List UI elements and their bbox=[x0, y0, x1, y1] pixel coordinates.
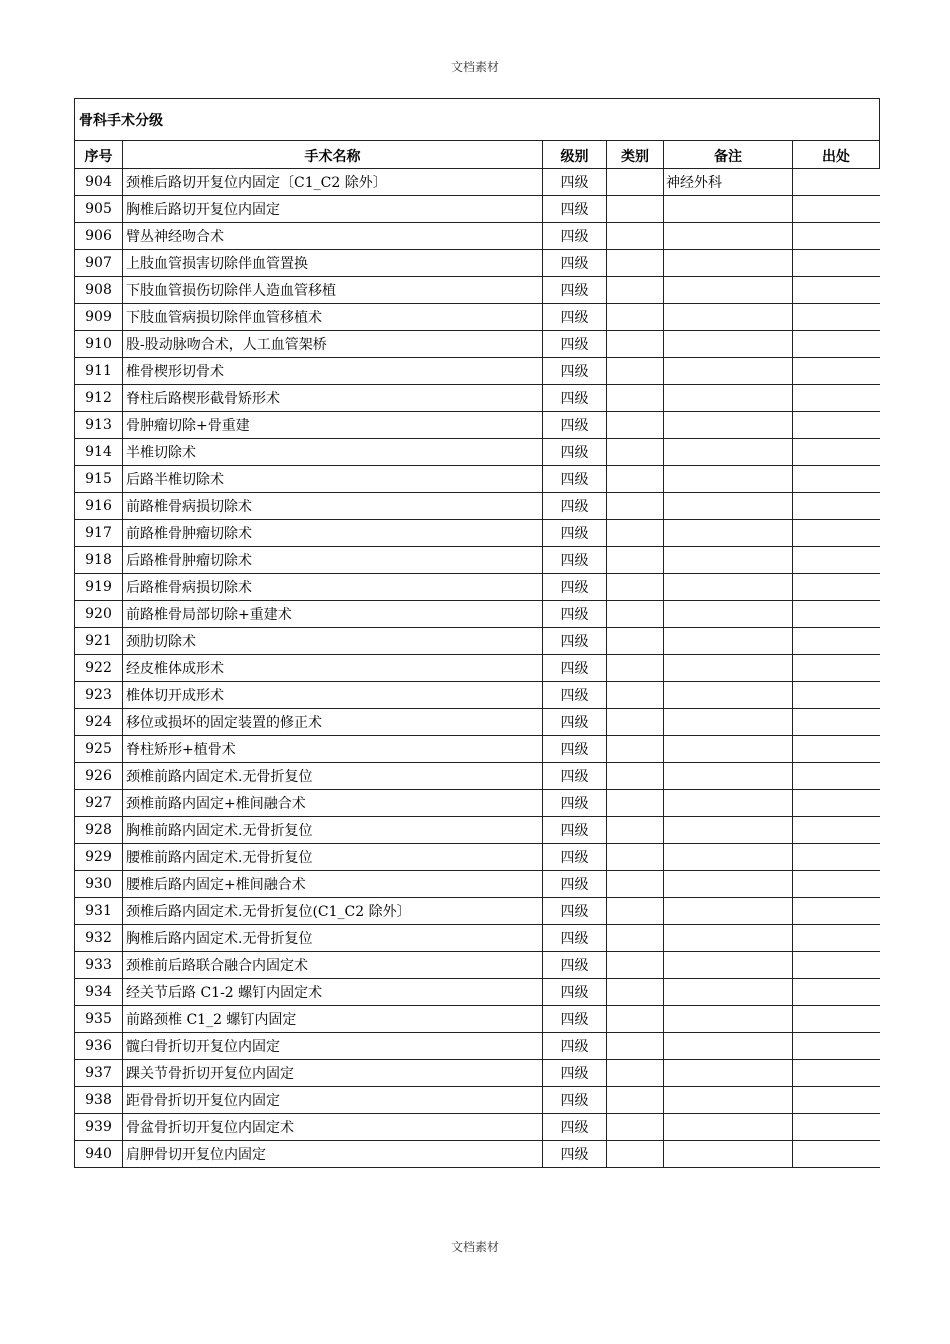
row-seq: 932 bbox=[75, 925, 123, 952]
row-surgery-name: 后路椎骨病损切除术 bbox=[123, 574, 543, 601]
row-seq: 905 bbox=[75, 196, 123, 223]
row-surgery-name: 颈肋切除术 bbox=[123, 628, 543, 655]
row-surgery-name: 肩胛骨切开复位内固定 bbox=[123, 1141, 543, 1168]
row-level: 四级 bbox=[543, 277, 607, 304]
table-row bbox=[75, 817, 880, 844]
row-surgery-name: 腰椎前路内固定术.无骨折复位 bbox=[123, 844, 543, 871]
row-category bbox=[607, 1006, 664, 1033]
row-category bbox=[607, 925, 664, 952]
row-category bbox=[607, 844, 664, 871]
row-category bbox=[607, 898, 664, 925]
row-source bbox=[793, 250, 880, 277]
table-row bbox=[75, 1141, 880, 1168]
table-row bbox=[75, 763, 880, 790]
row-level: 四级 bbox=[543, 655, 607, 682]
row-note: 神经外科 bbox=[664, 169, 793, 196]
row-category bbox=[607, 1060, 664, 1087]
row-note bbox=[664, 520, 793, 547]
row-note bbox=[664, 736, 793, 763]
row-surgery-name: 脊柱后路楔形截骨矫形术 bbox=[123, 385, 543, 412]
row-note bbox=[664, 1114, 793, 1141]
row-surgery-name: 颈椎前后路联合融合内固定术 bbox=[123, 952, 543, 979]
row-level: 四级 bbox=[543, 520, 607, 547]
row-level: 四级 bbox=[543, 601, 607, 628]
table-body bbox=[75, 169, 880, 1168]
row-source bbox=[793, 358, 880, 385]
table-row bbox=[75, 439, 880, 466]
row-note bbox=[664, 871, 793, 898]
column-header-category: 类别 bbox=[607, 141, 664, 169]
row-note bbox=[664, 628, 793, 655]
table-row bbox=[75, 547, 880, 574]
row-source bbox=[793, 709, 880, 736]
row-source bbox=[793, 763, 880, 790]
row-seq: 936 bbox=[75, 1033, 123, 1060]
row-seq: 919 bbox=[75, 574, 123, 601]
row-note bbox=[664, 547, 793, 574]
table-row bbox=[75, 493, 880, 520]
table-row bbox=[75, 790, 880, 817]
row-seq: 938 bbox=[75, 1087, 123, 1114]
row-note bbox=[664, 385, 793, 412]
row-level: 四级 bbox=[543, 898, 607, 925]
table-row bbox=[75, 871, 880, 898]
row-category bbox=[607, 763, 664, 790]
row-surgery-name: 骨盆骨折切开复位内固定术 bbox=[123, 1114, 543, 1141]
row-surgery-name: 下肢血管损伤切除伴人造血管移植 bbox=[123, 277, 543, 304]
row-level: 四级 bbox=[543, 979, 607, 1006]
row-surgery-name: 上肢血管损害切除伴血管置换 bbox=[123, 250, 543, 277]
row-category bbox=[607, 1141, 664, 1168]
row-note bbox=[664, 196, 793, 223]
row-level: 四级 bbox=[543, 790, 607, 817]
row-category bbox=[607, 277, 664, 304]
row-note bbox=[664, 466, 793, 493]
row-source bbox=[793, 1033, 880, 1060]
column-header-name: 手术名称 bbox=[123, 141, 543, 169]
table-row bbox=[75, 709, 880, 736]
row-note bbox=[664, 1006, 793, 1033]
row-note bbox=[664, 844, 793, 871]
row-level: 四级 bbox=[543, 574, 607, 601]
row-category bbox=[607, 358, 664, 385]
row-level: 四级 bbox=[543, 817, 607, 844]
row-source bbox=[793, 736, 880, 763]
row-note bbox=[664, 223, 793, 250]
row-note bbox=[664, 331, 793, 358]
table-row bbox=[75, 385, 880, 412]
row-surgery-name: 前路椎骨局部切除+重建术 bbox=[123, 601, 543, 628]
row-seq: 927 bbox=[75, 790, 123, 817]
row-seq: 904 bbox=[75, 169, 123, 196]
table-row bbox=[75, 466, 880, 493]
table-row bbox=[75, 520, 880, 547]
table-row bbox=[75, 979, 880, 1006]
row-surgery-name: 前路椎骨病损切除术 bbox=[123, 493, 543, 520]
row-seq: 913 bbox=[75, 412, 123, 439]
table-row bbox=[75, 925, 880, 952]
table-row bbox=[75, 574, 880, 601]
row-seq: 926 bbox=[75, 763, 123, 790]
table-row bbox=[75, 250, 880, 277]
table-title: 骨科手术分级 bbox=[75, 99, 880, 141]
row-level: 四级 bbox=[543, 304, 607, 331]
row-category bbox=[607, 682, 664, 709]
row-note bbox=[664, 412, 793, 439]
table-row bbox=[75, 655, 880, 682]
row-seq: 921 bbox=[75, 628, 123, 655]
row-seq: 924 bbox=[75, 709, 123, 736]
row-level: 四级 bbox=[543, 763, 607, 790]
row-seq: 916 bbox=[75, 493, 123, 520]
row-category bbox=[607, 601, 664, 628]
table-row bbox=[75, 1006, 880, 1033]
row-note bbox=[664, 925, 793, 952]
row-source bbox=[793, 628, 880, 655]
column-header-level: 级别 bbox=[543, 141, 607, 169]
row-seq: 908 bbox=[75, 277, 123, 304]
table-row bbox=[75, 277, 880, 304]
row-note bbox=[664, 952, 793, 979]
row-level: 四级 bbox=[543, 628, 607, 655]
column-header-seq: 序号 bbox=[75, 141, 123, 169]
row-note bbox=[664, 601, 793, 628]
table-row bbox=[75, 1087, 880, 1114]
row-note bbox=[664, 439, 793, 466]
row-note bbox=[664, 1060, 793, 1087]
table-row bbox=[75, 601, 880, 628]
row-seq: 907 bbox=[75, 250, 123, 277]
table-row bbox=[75, 952, 880, 979]
row-level: 四级 bbox=[543, 385, 607, 412]
row-seq: 922 bbox=[75, 655, 123, 682]
row-source bbox=[793, 304, 880, 331]
row-surgery-name: 股-股动脉吻合术，人工血管架桥 bbox=[123, 331, 543, 358]
row-level: 四级 bbox=[543, 709, 607, 736]
row-note bbox=[664, 493, 793, 520]
row-surgery-name: 后路椎骨肿瘤切除术 bbox=[123, 547, 543, 574]
row-source bbox=[793, 385, 880, 412]
row-note bbox=[664, 763, 793, 790]
row-source bbox=[793, 871, 880, 898]
row-surgery-name: 椎体切开成形术 bbox=[123, 682, 543, 709]
row-level: 四级 bbox=[543, 1033, 607, 1060]
row-note bbox=[664, 655, 793, 682]
row-note bbox=[664, 574, 793, 601]
table-title-row bbox=[75, 99, 880, 141]
table-row bbox=[75, 1114, 880, 1141]
row-seq: 906 bbox=[75, 223, 123, 250]
row-surgery-name: 腰椎后路内固定+椎间融合术 bbox=[123, 871, 543, 898]
row-source bbox=[793, 1087, 880, 1114]
row-note bbox=[664, 817, 793, 844]
row-surgery-name: 臂丛神经吻合术 bbox=[123, 223, 543, 250]
row-surgery-name: 半椎切除术 bbox=[123, 439, 543, 466]
page-header: 文档素材 bbox=[450, 60, 499, 74]
page-footer: 文档素材 bbox=[450, 1240, 499, 1254]
row-category bbox=[607, 331, 664, 358]
row-seq: 914 bbox=[75, 439, 123, 466]
row-source bbox=[793, 196, 880, 223]
table-row bbox=[75, 628, 880, 655]
row-level: 四级 bbox=[543, 952, 607, 979]
row-seq: 931 bbox=[75, 898, 123, 925]
table-row bbox=[75, 898, 880, 925]
row-level: 四级 bbox=[543, 331, 607, 358]
column-header-note: 备注 bbox=[664, 141, 793, 169]
row-surgery-name: 移位或损坏的固定装置的修正术 bbox=[123, 709, 543, 736]
row-surgery-name: 椎骨楔形切骨术 bbox=[123, 358, 543, 385]
row-category bbox=[607, 304, 664, 331]
row-surgery-name: 颈椎后路内固定术.无骨折复位(C1_C2 除外〕 bbox=[123, 898, 543, 925]
row-level: 四级 bbox=[543, 1060, 607, 1087]
row-category bbox=[607, 574, 664, 601]
table-row bbox=[75, 223, 880, 250]
row-level: 四级 bbox=[543, 1141, 607, 1168]
row-seq: 929 bbox=[75, 844, 123, 871]
row-source bbox=[793, 952, 880, 979]
row-note bbox=[664, 709, 793, 736]
row-surgery-name: 下肢血管病损切除伴血管移植术 bbox=[123, 304, 543, 331]
row-source bbox=[793, 223, 880, 250]
row-source bbox=[793, 277, 880, 304]
table-row bbox=[75, 844, 880, 871]
row-level: 四级 bbox=[543, 844, 607, 871]
row-source bbox=[793, 682, 880, 709]
row-seq: 928 bbox=[75, 817, 123, 844]
row-category bbox=[607, 1087, 664, 1114]
row-category bbox=[607, 871, 664, 898]
row-seq: 925 bbox=[75, 736, 123, 763]
row-seq: 937 bbox=[75, 1060, 123, 1087]
row-level: 四级 bbox=[543, 250, 607, 277]
row-surgery-name: 经关节后路 C1-2 螺钉内固定术 bbox=[123, 979, 543, 1006]
row-seq: 917 bbox=[75, 520, 123, 547]
row-source bbox=[793, 574, 880, 601]
row-note bbox=[664, 304, 793, 331]
row-note bbox=[664, 979, 793, 1006]
row-category bbox=[607, 709, 664, 736]
row-seq: 910 bbox=[75, 331, 123, 358]
row-level: 四级 bbox=[543, 412, 607, 439]
row-note bbox=[664, 250, 793, 277]
table-row bbox=[75, 169, 880, 196]
row-source bbox=[793, 331, 880, 358]
table-row bbox=[75, 412, 880, 439]
row-category bbox=[607, 736, 664, 763]
row-source bbox=[793, 1114, 880, 1141]
row-source bbox=[793, 844, 880, 871]
row-surgery-name: 前路颈椎 C1_2 螺钉内固定 bbox=[123, 1006, 543, 1033]
row-seq: 939 bbox=[75, 1114, 123, 1141]
row-note bbox=[664, 277, 793, 304]
row-level: 四级 bbox=[543, 682, 607, 709]
row-level: 四级 bbox=[543, 1087, 607, 1114]
table-row bbox=[75, 1033, 880, 1060]
row-category bbox=[607, 412, 664, 439]
row-surgery-name: 脊柱矫形+植骨术 bbox=[123, 736, 543, 763]
row-source bbox=[793, 520, 880, 547]
row-seq: 933 bbox=[75, 952, 123, 979]
row-level: 四级 bbox=[543, 439, 607, 466]
row-category bbox=[607, 385, 664, 412]
row-category bbox=[607, 790, 664, 817]
row-surgery-name: 颈椎前路内固定+椎间融合术 bbox=[123, 790, 543, 817]
row-level: 四级 bbox=[543, 358, 607, 385]
row-seq: 911 bbox=[75, 358, 123, 385]
row-surgery-name: 骨肿瘤切除+骨重建 bbox=[123, 412, 543, 439]
row-category bbox=[607, 493, 664, 520]
row-source bbox=[793, 1006, 880, 1033]
row-surgery-name: 颈椎前路内固定术.无骨折复位 bbox=[123, 763, 543, 790]
row-source bbox=[793, 439, 880, 466]
row-level: 四级 bbox=[543, 925, 607, 952]
row-level: 四级 bbox=[543, 223, 607, 250]
row-note bbox=[664, 898, 793, 925]
row-seq: 923 bbox=[75, 682, 123, 709]
row-level: 四级 bbox=[543, 736, 607, 763]
table-row bbox=[75, 331, 880, 358]
table-row bbox=[75, 1060, 880, 1087]
row-source bbox=[793, 547, 880, 574]
row-surgery-name: 胸椎前路内固定术.无骨折复位 bbox=[123, 817, 543, 844]
row-surgery-name: 踝关节骨折切开复位内固定 bbox=[123, 1060, 543, 1087]
row-category bbox=[607, 439, 664, 466]
table-row bbox=[75, 358, 880, 385]
row-category bbox=[607, 520, 664, 547]
row-source bbox=[793, 412, 880, 439]
column-header-source: 出处 bbox=[793, 141, 880, 169]
surgery-grading-table bbox=[74, 98, 880, 1168]
row-category bbox=[607, 817, 664, 844]
row-level: 四级 bbox=[543, 1114, 607, 1141]
row-category bbox=[607, 169, 664, 196]
row-category bbox=[607, 952, 664, 979]
table-row bbox=[75, 736, 880, 763]
row-surgery-name: 后路半椎切除术 bbox=[123, 466, 543, 493]
row-level: 四级 bbox=[543, 169, 607, 196]
row-category bbox=[607, 628, 664, 655]
row-seq: 920 bbox=[75, 601, 123, 628]
row-surgery-name: 胸椎后路切开复位内固定 bbox=[123, 196, 543, 223]
row-seq: 930 bbox=[75, 871, 123, 898]
row-level: 四级 bbox=[543, 871, 607, 898]
row-seq: 912 bbox=[75, 385, 123, 412]
row-category bbox=[607, 250, 664, 277]
row-source bbox=[793, 601, 880, 628]
row-source bbox=[793, 655, 880, 682]
table-row bbox=[75, 682, 880, 709]
row-surgery-name: 前路椎骨肿瘤切除术 bbox=[123, 520, 543, 547]
row-level: 四级 bbox=[543, 547, 607, 574]
row-source bbox=[793, 790, 880, 817]
row-surgery-name: 经皮椎体成形术 bbox=[123, 655, 543, 682]
row-level: 四级 bbox=[543, 196, 607, 223]
row-category bbox=[607, 1033, 664, 1060]
row-note bbox=[664, 1087, 793, 1114]
row-seq: 940 bbox=[75, 1141, 123, 1168]
row-note bbox=[664, 682, 793, 709]
row-category bbox=[607, 655, 664, 682]
row-source bbox=[793, 898, 880, 925]
row-source bbox=[793, 169, 880, 196]
row-surgery-name: 距骨骨折切开复位内固定 bbox=[123, 1087, 543, 1114]
row-seq: 909 bbox=[75, 304, 123, 331]
row-level: 四级 bbox=[543, 493, 607, 520]
row-surgery-name: 颈椎后路切开复位内固定〔C1_C2 除外〕 bbox=[123, 169, 543, 196]
row-surgery-name: 胸椎后路内固定术.无骨折复位 bbox=[123, 925, 543, 952]
row-source bbox=[793, 1141, 880, 1168]
row-note bbox=[664, 358, 793, 385]
row-note bbox=[664, 790, 793, 817]
row-source bbox=[793, 925, 880, 952]
row-category bbox=[607, 979, 664, 1006]
table-row bbox=[75, 196, 880, 223]
row-source bbox=[793, 493, 880, 520]
row-category bbox=[607, 547, 664, 574]
row-category bbox=[607, 223, 664, 250]
row-category bbox=[607, 466, 664, 493]
row-source bbox=[793, 817, 880, 844]
row-seq: 934 bbox=[75, 979, 123, 1006]
row-seq: 918 bbox=[75, 547, 123, 574]
row-category bbox=[607, 196, 664, 223]
row-level: 四级 bbox=[543, 1006, 607, 1033]
row-note bbox=[664, 1141, 793, 1168]
row-note bbox=[664, 1033, 793, 1060]
table-header-row bbox=[75, 141, 880, 169]
row-seq: 935 bbox=[75, 1006, 123, 1033]
row-level: 四级 bbox=[543, 466, 607, 493]
row-source bbox=[793, 979, 880, 1006]
table-row bbox=[75, 304, 880, 331]
row-category bbox=[607, 1114, 664, 1141]
row-seq: 915 bbox=[75, 466, 123, 493]
row-source bbox=[793, 1060, 880, 1087]
row-surgery-name: 髋臼骨折切开复位内固定 bbox=[123, 1033, 543, 1060]
row-source bbox=[793, 466, 880, 493]
